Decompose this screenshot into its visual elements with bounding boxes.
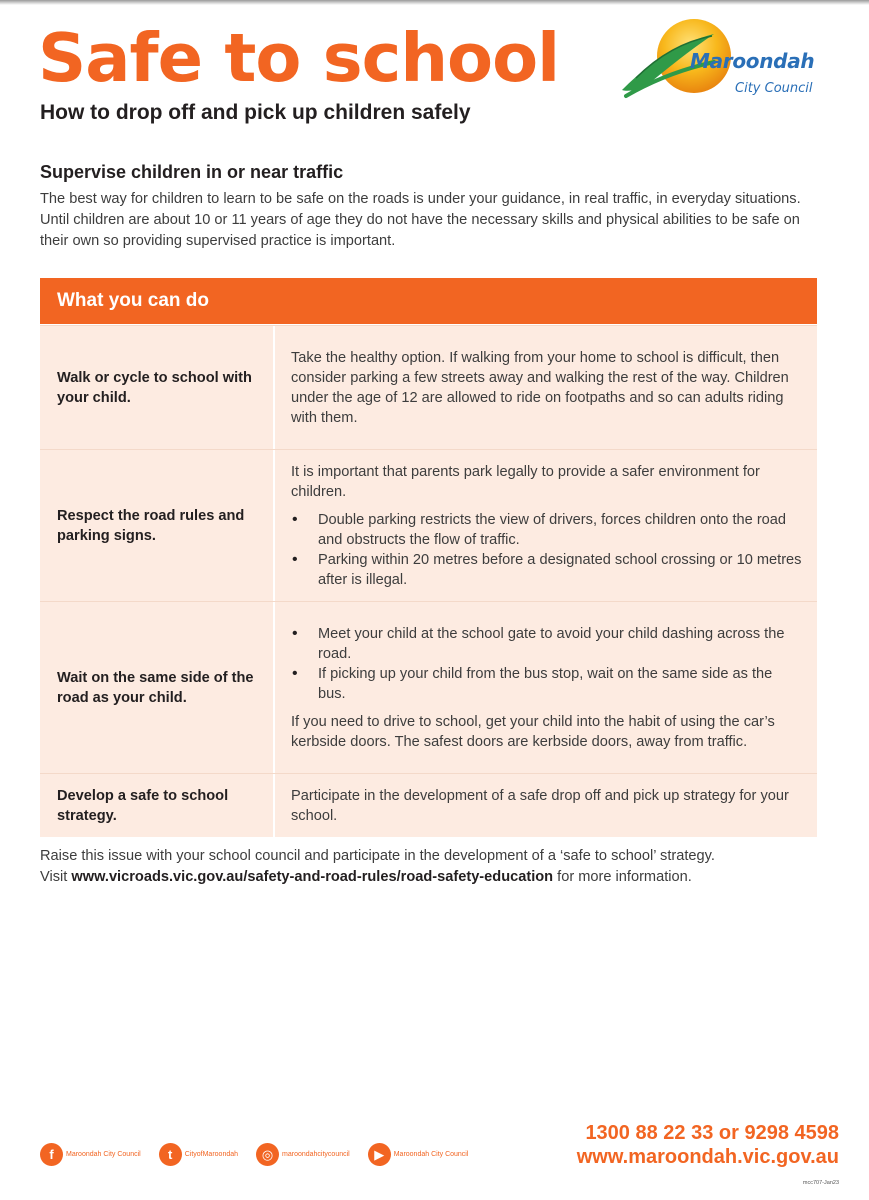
footer-line: Raise this issue with your school council and participate in the development of a ‘safe to school’ strategy. — [40, 848, 715, 864]
table-row — [40, 773, 817, 837]
table-heading: What you can do — [40, 278, 817, 325]
row-bullet-list — [291, 510, 803, 590]
row-text: Participate in the development of a safe drop off and pick up strategy for your school. — [291, 787, 789, 824]
logo-name: Maroondah — [690, 49, 815, 73]
row-label: Respect the road rules and parking signs. — [40, 450, 273, 601]
contact-phone[interactable]: 1300 88 22 33 or 9298 4598 — [585, 1122, 839, 1144]
youtube-icon: ▶ — [368, 1143, 391, 1166]
row-label: Wait on the same side of the road as your child. — [40, 602, 273, 773]
twitter-icon: t — [159, 1143, 182, 1166]
social-links — [40, 1143, 486, 1166]
row-text: Take the healthy option. If walking from your home to school is difficult, then consider parking a few streets away and walking the rest of the way. Children under the age of 12 are allowed to ride on footpaths and so can adults riding with them. — [291, 349, 789, 426]
vicroads-link[interactable]: www.vicroads.vic.gov.au/safety-and-road-rules/road-safety-education — [71, 869, 554, 885]
social-label: Maroondah City Council — [393, 1151, 469, 1158]
row-content — [273, 774, 817, 837]
row-content — [273, 326, 817, 449]
logo-subtitle: City Council — [735, 81, 813, 96]
row-bullet-list — [291, 624, 803, 704]
page-title: Safe to school — [38, 19, 560, 97]
intro-paragraph: The best way for children to learn to be safe on the roads is under your guidance, in real traffic, in everyday situations. Until children are about 10 or 11 years of age they do not have the necessary skills and physical abilities to be safe on their own so providing supervised practice is important. — [40, 191, 801, 249]
document-reference: mcc707-Jan23 — [802, 1180, 839, 1186]
top-edge — [0, 0, 869, 5]
social-youtube[interactable] — [368, 1143, 469, 1166]
row-text: If you need to drive to school, get your child into the habit of using the car’s kerbside doors. The safest doors are kerbside doors, away from traffic. — [291, 713, 775, 750]
what-you-can-do-table — [40, 278, 817, 837]
social-label: CityofMaroondah — [184, 1151, 239, 1158]
footer-after: for more information. — [557, 869, 692, 885]
list-item: • Parking within 20 metres before a designated school crossing or 10 metres after is illegal. — [291, 550, 803, 590]
footer-note — [40, 846, 830, 888]
contact-website[interactable]: www.maroondah.vic.gov.au — [576, 1146, 839, 1168]
list-item: • Meet your child at the school gate to avoid your child dashing across the road. — [291, 624, 803, 664]
table-row — [40, 325, 817, 449]
list-item: • Double parking restricts the view of drivers, forces children onto the road and obstructs the flow of traffic. — [291, 510, 803, 550]
row-content — [273, 602, 817, 773]
instagram-icon: ◎ — [256, 1143, 279, 1166]
council-logo — [616, 16, 831, 102]
row-text: It is important that parents park legally to provide a safer environment for children. — [291, 463, 760, 500]
social-label: maroondahcitycouncil — [282, 1151, 350, 1158]
row-label: Develop a safe to school strategy. — [40, 774, 273, 837]
table-row — [40, 449, 817, 601]
footer-visit: Visit — [40, 869, 68, 885]
row-content — [273, 450, 817, 601]
table-row — [40, 601, 817, 773]
social-instagram[interactable] — [256, 1143, 350, 1166]
social-facebook[interactable] — [40, 1143, 141, 1166]
list-item: • If picking up your child from the bus stop, wait on the same side as the bus. — [291, 664, 803, 704]
section-heading: Supervise children in or near traffic — [40, 162, 344, 182]
social-twitter[interactable] — [159, 1143, 238, 1166]
page-subtitle: How to drop off and pick up children safely — [40, 101, 471, 124]
row-label: Walk or cycle to school with your child. — [40, 326, 273, 449]
facebook-icon: f — [40, 1143, 63, 1166]
social-label: Maroondah City Council — [66, 1151, 141, 1158]
